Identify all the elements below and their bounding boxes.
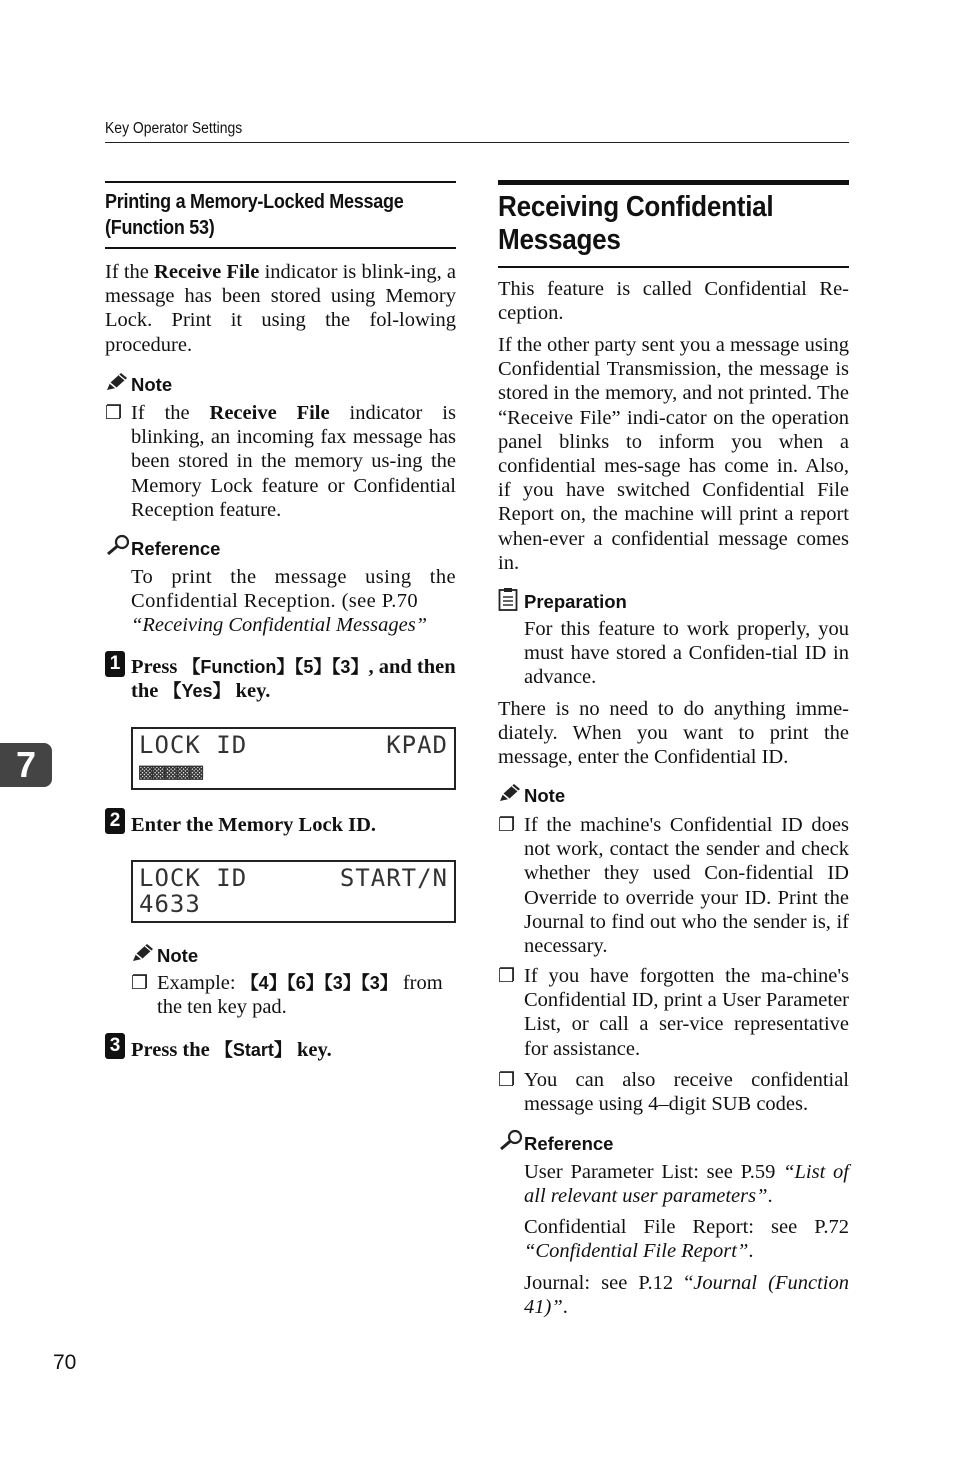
step-3-press: Press the [131,1039,215,1061]
note-item-3-text: You can also receive confidential message using 4–digit SUB codes. [524,1069,849,1116]
reference-item-1 [524,1160,849,1208]
note-item [105,401,456,523]
section-top-rule [105,181,456,183]
ref1-link[interactable]: “List of all relevant user parameters” [524,1161,849,1208]
ref3-link[interactable]: Journal (Function 41)” [524,1272,849,1319]
lcd2-id-value: 4633 [139,890,201,918]
ref2-text: Confidential File Report: see P.72 [524,1216,849,1238]
step-1-key-word: key. [230,680,271,702]
ref1-period: . [767,1185,773,1208]
note-item-1-text: If the machine's Confidential ID does not work, contact the sender and check whether they used Con-fidential ID Override to override your ID. Print the Journal to find out who the sender is, if necessary. [524,814,849,958]
ref3-period: . [562,1296,568,1319]
note-item-3 [498,1068,849,1118]
preparation-text: For this feature to work properly, you must have stored a Confiden-tial ID in advance. [524,618,849,689]
note-2-item-text [157,971,456,1019]
ref1-text: User Parameter List: see P.59 [524,1161,784,1183]
clipboard-icon [498,587,518,616]
note-text-b: indicator is blinking, an incoming fax message has been stored in the memory us-ing the Memory Lock feature or Confidential Reception feature. [131,402,456,521]
note-item-text [131,401,456,522]
note-2-text-b: from the ten key pad. [157,972,443,1019]
reference-text [131,565,456,638]
section-title-line2: (Function 53) [105,217,215,239]
checkbox-icon: ❐ [498,966,516,987]
reference-link[interactable]: “Receiving Confidential Messages” [131,614,428,637]
pencil-icon [498,783,522,808]
step-3-key-word: key. [291,1039,332,1061]
reference-label-right: Reference [524,1133,614,1154]
main-title [498,191,858,257]
note-2-item [131,971,456,1021]
step-1-and-then: , and then [368,656,456,678]
step-1-press: Press [131,656,183,678]
magnifier-icon [105,534,131,561]
note-text-a: If the [131,402,210,424]
intro-paragraph-right: This feature is called Confidential Re-ception. [498,278,849,325]
start-key: 【Start】 [214,1040,292,1060]
ref2-period: . [748,1240,754,1263]
section-bottom-rule [105,247,456,249]
preparation-label: Preparation [524,591,627,612]
pencil-icon [105,372,129,397]
checkbox-icon: ❐ [498,1070,516,1091]
intro-paragraph [105,260,456,357]
lcd2-left-text: LOCK ID [139,864,248,892]
chapter-tab: 7 [0,743,52,787]
step-2-number: 2 [105,808,125,834]
reference-label: Reference [131,538,221,559]
lcd-display-1 [131,727,456,790]
note-item-1 [498,813,849,961]
lcd1-masked-input: ▩▩▩▩▩ [139,757,202,785]
receive-file-bold: Receive File [154,261,260,283]
instruction-paragraph: There is no need to do anything imme-diately. When you want to print the message, enter the Confidential ID. [498,698,849,769]
step-1-text [131,655,456,703]
header-rule [105,142,849,143]
key-5: 【5】 [294,657,332,677]
section-title-line1: Printing a Memory-Locked Message [105,191,404,213]
checkbox-icon: ❐ [131,973,149,994]
yes-key: 【Yes】 [163,681,231,701]
step-1-number: 1 [105,651,125,677]
lcd1-left-text: LOCK ID [139,731,248,759]
lcd1-right-text: KPAD [386,731,448,759]
step-3-number: 3 [105,1033,125,1059]
reference-item-2 [524,1215,849,1263]
body-paragraph: If the other party sent you a message using Confidential Transmission, the message is stored in the memory, and not printed. The “Receive File” indi-cator on the operation panel blinks to inform you when a confidential mes-sage has come in. Also, if you have switched Confidential File Report on, the machine will print a report when-ever a confidential message comes in. [498,334,849,574]
note-item-2 [498,964,849,1062]
intro-text-b: indicator is blink-ing, a message has been stored using Memory Lock. Print it using the fol-lowing procedure. [105,261,456,356]
magnifier-icon [498,1129,524,1156]
title-bottom-rule [498,266,849,268]
pencil-icon [131,943,155,968]
step-2-text: Enter the Memory Lock ID. [131,814,377,836]
main-title-line2: Messages [498,224,621,256]
note-label-right: Note [524,785,566,806]
function-key: 【Function】 [182,657,295,677]
step-3-text [131,1038,456,1062]
page-number: 70 [53,1351,77,1374]
step-1-the: the [131,680,164,702]
intro-text-a: If the [105,261,155,283]
note-receive-file-bold: Receive File [209,402,330,424]
checkbox-icon: ❐ [105,403,123,424]
title-top-rule [498,180,849,185]
ref2-link[interactable]: “Confidential File Report” [524,1240,749,1263]
main-title-line1: Receiving Confidential [498,191,774,223]
section-title [105,189,429,241]
note-item-2-text: If you have forgotten the ma-chine's Confidential ID, print a User Parameter List, or call a ser-vice representative for assistance. [524,965,849,1060]
reference-item-3 [524,1271,849,1319]
reference-text-main: To print the message using the Confidential Reception. (see P.70 [131,566,456,613]
lcd-display-2 [131,860,456,923]
ref3-text: Journal: see P.12 “ [524,1272,694,1294]
running-header: Key Operator Settings [105,120,243,137]
note-2-label: Note [157,945,199,966]
example-keys: 【4】【6】【3】【3】 [240,973,398,993]
key-3: 【3】 [331,657,369,677]
note-label: Note [131,374,173,395]
note-2-text-a: Example: [157,972,241,994]
lcd2-right-text: START/N [339,864,448,892]
checkbox-icon: ❐ [498,815,516,836]
